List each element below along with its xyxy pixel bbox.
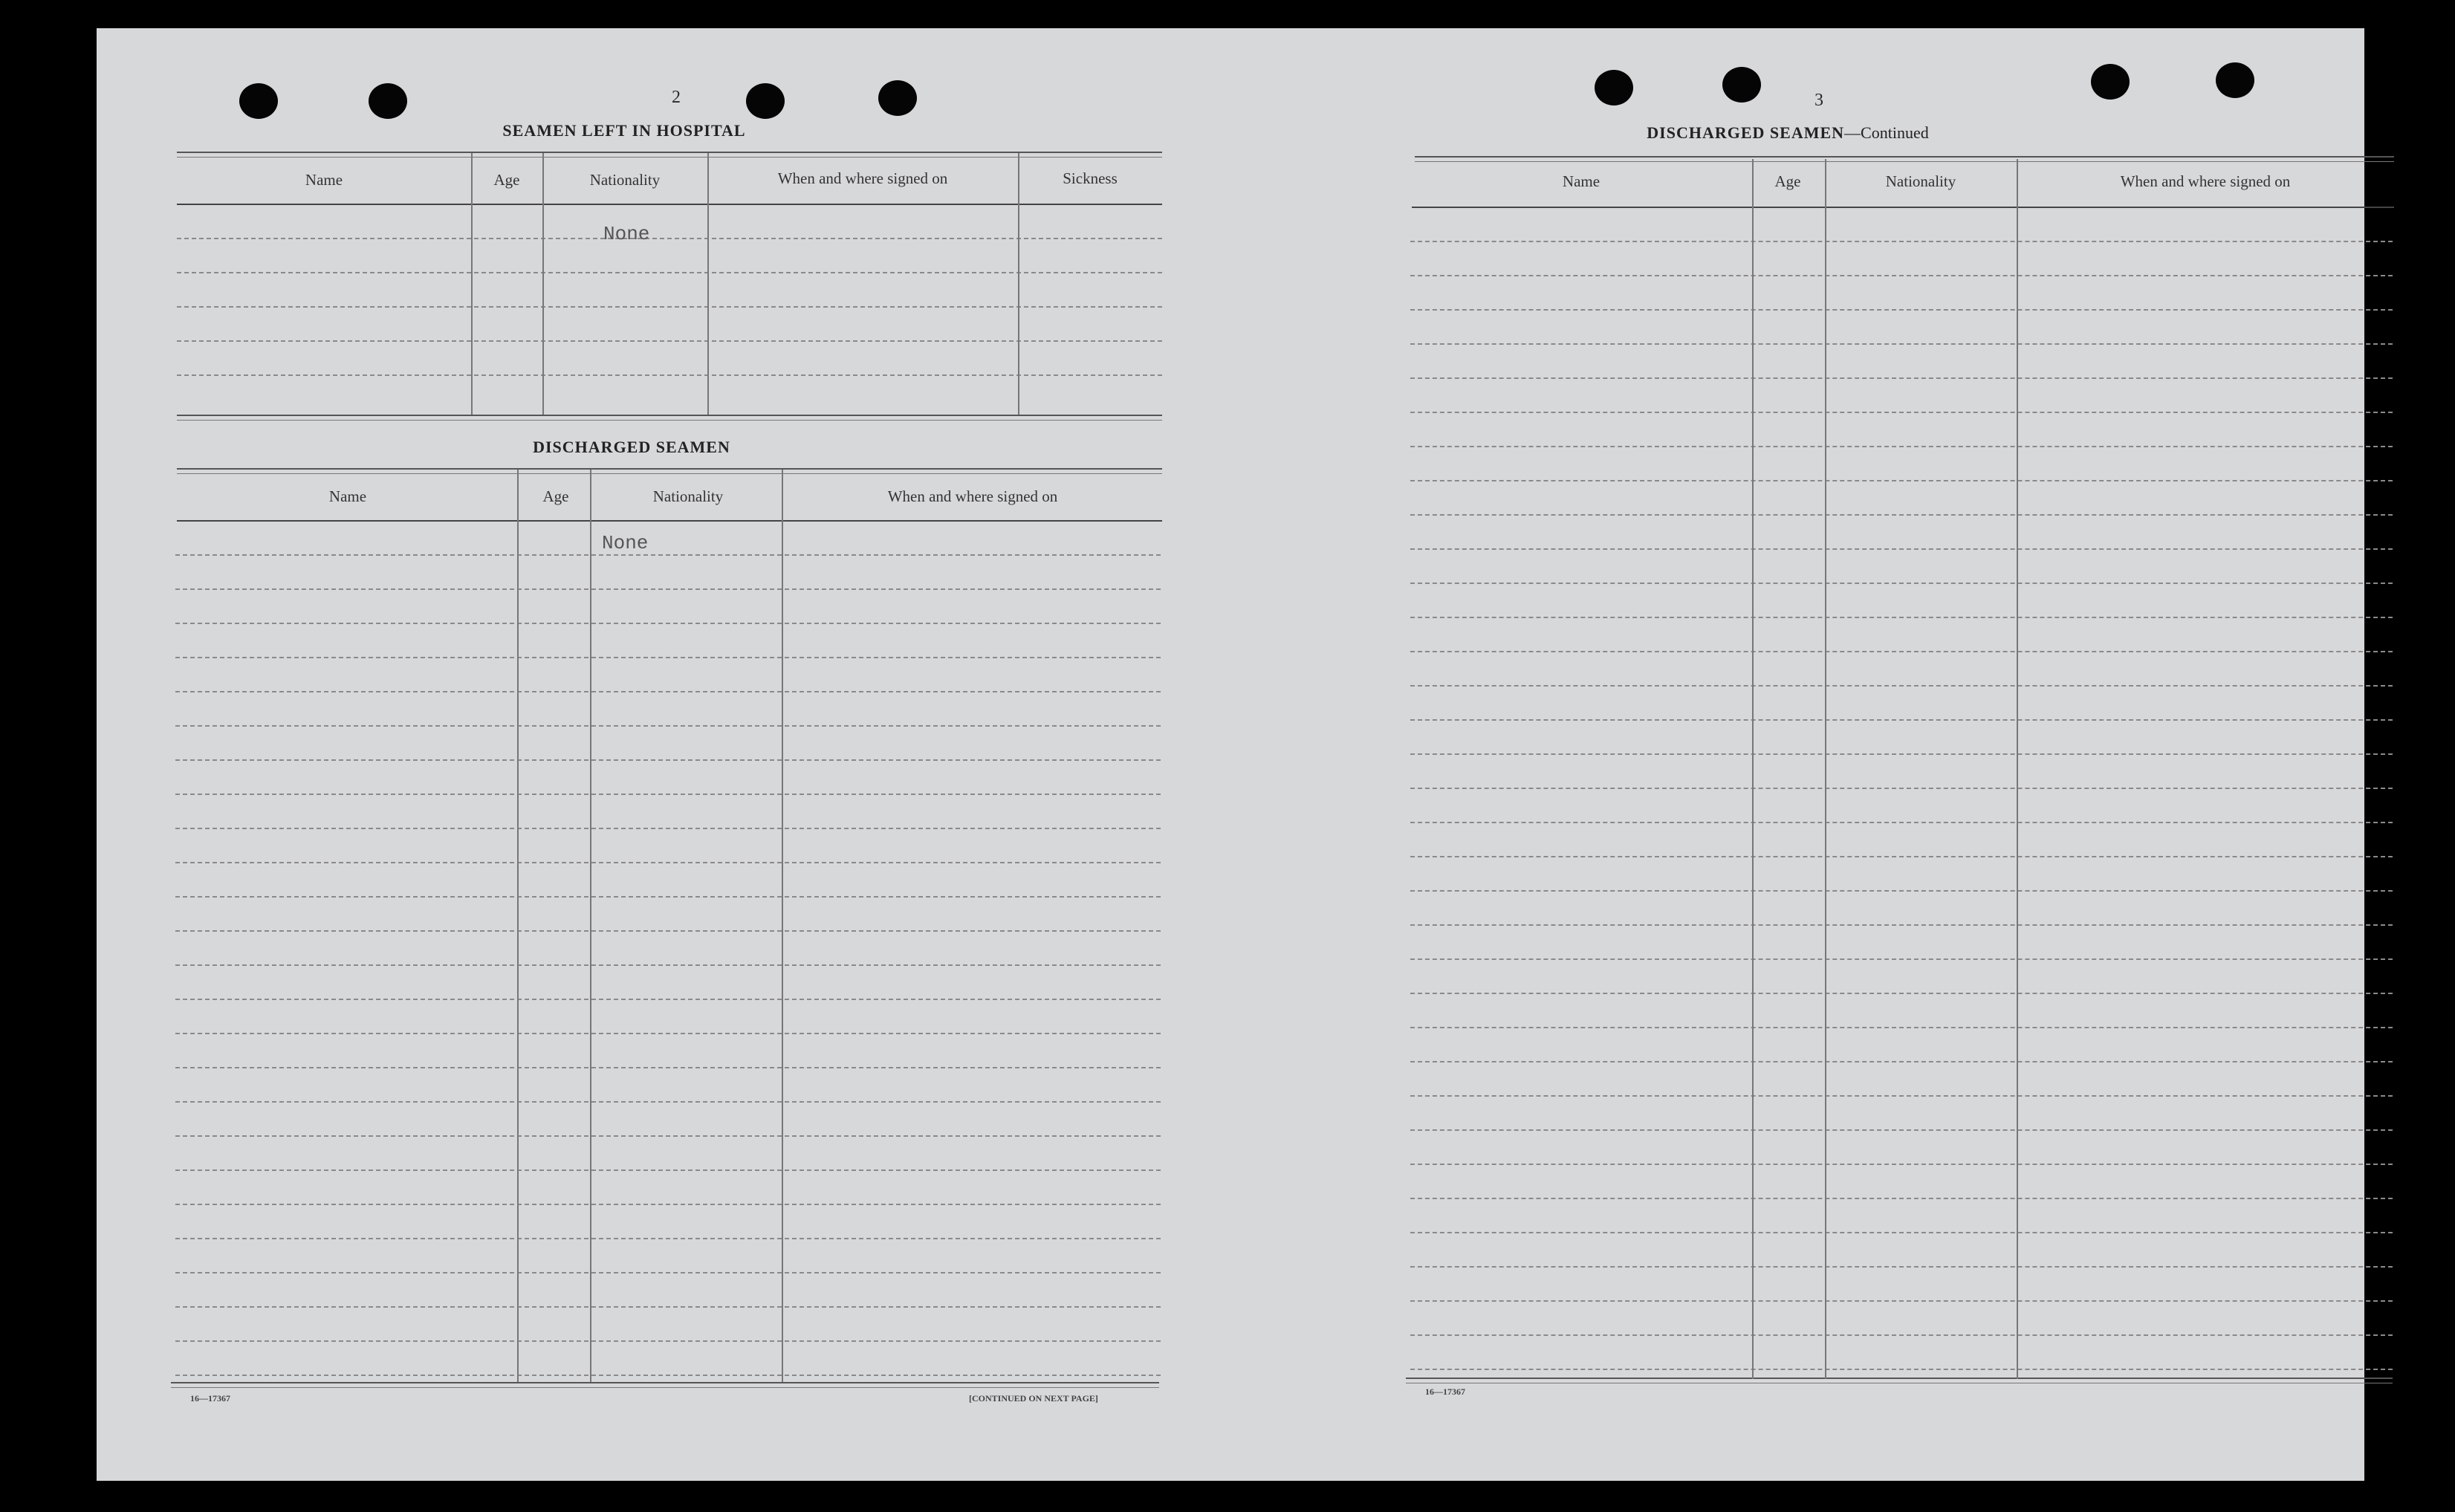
blank-row-line <box>175 1375 1161 1376</box>
right-col-divider <box>2017 159 2018 1379</box>
discharged-col-divider <box>782 470 783 1382</box>
blank-row-line <box>1410 1300 2393 1302</box>
continued-suffix: —Continued <box>1844 123 1929 142</box>
blank-row-line <box>1410 241 2393 242</box>
manifest-sheet <box>97 28 2364 1481</box>
blank-row-line <box>175 588 1161 590</box>
discharged-typed-entry: None <box>602 532 649 554</box>
blank-row-line <box>1410 583 2393 584</box>
blank-row-line <box>1410 480 2393 481</box>
blank-row-line <box>175 554 1161 556</box>
right-col-age: Age <box>1774 172 1801 190</box>
hospital-row-line <box>177 340 1162 342</box>
blank-row-line <box>175 1306 1161 1308</box>
right-col-signed-on: When and where signed on <box>2120 172 2291 190</box>
hospital-col-divider <box>707 153 709 415</box>
blank-row-line <box>1410 856 2393 857</box>
hospital-row-line <box>177 272 1162 273</box>
blank-row-line <box>1410 377 2393 379</box>
blank-row-line <box>1410 617 2393 618</box>
right-page <box>1230 28 2364 1481</box>
blank-row-line <box>175 1238 1161 1239</box>
right-header-rule <box>1412 207 2394 208</box>
blank-row-line <box>1410 890 2393 892</box>
blank-row-line <box>1410 1164 2393 1165</box>
blank-row-line <box>1410 719 2393 721</box>
discharged-col-nationality: Nationality <box>652 487 724 505</box>
blank-row-line <box>1410 1334 2393 1336</box>
blank-row-line <box>1410 1061 2393 1062</box>
blank-row-line <box>1410 1232 2393 1233</box>
hospital-col-nationality: Nationality <box>589 171 661 189</box>
discharged-bottom-rule <box>171 1382 1159 1388</box>
hospital-header-rule <box>177 204 1162 205</box>
blank-row-line <box>175 1272 1161 1273</box>
blank-row-line <box>1410 788 2393 789</box>
hospital-col-divider <box>1018 153 1019 415</box>
left-page <box>97 28 1230 1481</box>
blank-row-line <box>175 657 1161 658</box>
right-top-rule <box>1415 156 2394 162</box>
blank-row-line <box>1410 548 2393 550</box>
hospital-row-line <box>177 238 1162 239</box>
blank-row-line <box>175 759 1161 761</box>
form-number: 16—17367 <box>1425 1386 1465 1397</box>
hospital-row-line <box>177 374 1162 376</box>
hospital-col-age: Age <box>493 171 520 189</box>
blank-row-line <box>1410 822 2393 823</box>
right-col-divider <box>1825 159 1826 1379</box>
blank-row-line <box>175 1067 1161 1068</box>
blank-row-line <box>175 725 1161 727</box>
hospital-top-rule <box>177 152 1162 158</box>
discharged-section-title: DISCHARGED SEAMEN <box>533 438 730 456</box>
hospital-col-signed-on: When and where signed on <box>777 169 948 187</box>
hospital-row-line <box>177 306 1162 308</box>
discharged-continued-title <box>1416 123 2159 143</box>
blank-row-line <box>1410 1369 2393 1370</box>
blank-row-line <box>175 999 1161 1000</box>
page-number: 3 <box>1815 91 1823 110</box>
blank-row-line <box>1410 958 2393 960</box>
blank-row-line <box>1410 753 2393 755</box>
hospital-typed-entry: None <box>603 223 650 245</box>
blank-row-line <box>1410 275 2393 276</box>
blank-row-line <box>1410 993 2393 994</box>
blank-row-line <box>1410 685 2393 687</box>
blank-row-line <box>1410 1198 2393 1199</box>
discharged-header-rule <box>177 520 1162 522</box>
blank-row-line <box>1410 1027 2393 1028</box>
discharged-col-signed-on: When and where signed on <box>887 487 1058 505</box>
hospital-bottom-rule <box>177 415 1162 421</box>
discharged-col-divider <box>590 470 591 1382</box>
blank-row-line <box>1410 651 2393 652</box>
discharged-top-rule <box>177 468 1162 474</box>
hospital-col-divider <box>471 153 473 415</box>
blank-row-line <box>175 930 1161 932</box>
blank-row-line <box>1410 924 2393 926</box>
discharged-col-name: Name <box>328 487 367 505</box>
blank-row-line <box>175 828 1161 829</box>
blank-row-line <box>1410 1266 2393 1268</box>
hospital-col-divider <box>542 153 544 415</box>
blank-row-line <box>175 1204 1161 1205</box>
form-number: 16—17367 <box>190 1393 230 1404</box>
blank-row-line <box>1410 1095 2393 1097</box>
hospital-col-sickness: Sickness <box>1063 169 1118 187</box>
blank-row-line <box>175 691 1161 692</box>
blank-row-line <box>1410 343 2393 345</box>
blank-row-line <box>175 1340 1161 1342</box>
right-bottom-rule <box>1406 1378 2393 1383</box>
blank-row-line <box>175 623 1161 624</box>
blank-row-line <box>175 896 1161 898</box>
discharged-col-age: Age <box>542 487 569 505</box>
blank-row-line <box>175 794 1161 795</box>
continued-note: [CONTINUED ON NEXT PAGE] <box>969 1393 1098 1404</box>
blank-row-line <box>175 1169 1161 1171</box>
discharged-title: DISCHARGED SEAMEN <box>1647 123 1845 142</box>
blank-row-line <box>1410 309 2393 311</box>
right-col-nationality: Nationality <box>1885 172 1956 190</box>
blank-row-line <box>175 1135 1161 1137</box>
blank-row-line <box>1410 446 2393 447</box>
blank-row-line <box>175 964 1161 966</box>
blank-row-line <box>1410 514 2393 516</box>
hospital-col-name: Name <box>305 171 343 189</box>
blank-row-line <box>175 1101 1161 1103</box>
blank-row-line <box>1410 412 2393 413</box>
discharged-col-divider <box>517 470 519 1382</box>
blank-row-line <box>1410 1129 2393 1131</box>
right-col-name: Name <box>1562 172 1601 190</box>
hospital-section-title: SEAMEN LEFT IN HOSPITAL <box>502 121 746 140</box>
page-number: 2 <box>672 88 681 107</box>
blank-row-line <box>175 1033 1161 1034</box>
blank-row-line <box>175 862 1161 863</box>
right-col-divider <box>1752 159 1754 1379</box>
